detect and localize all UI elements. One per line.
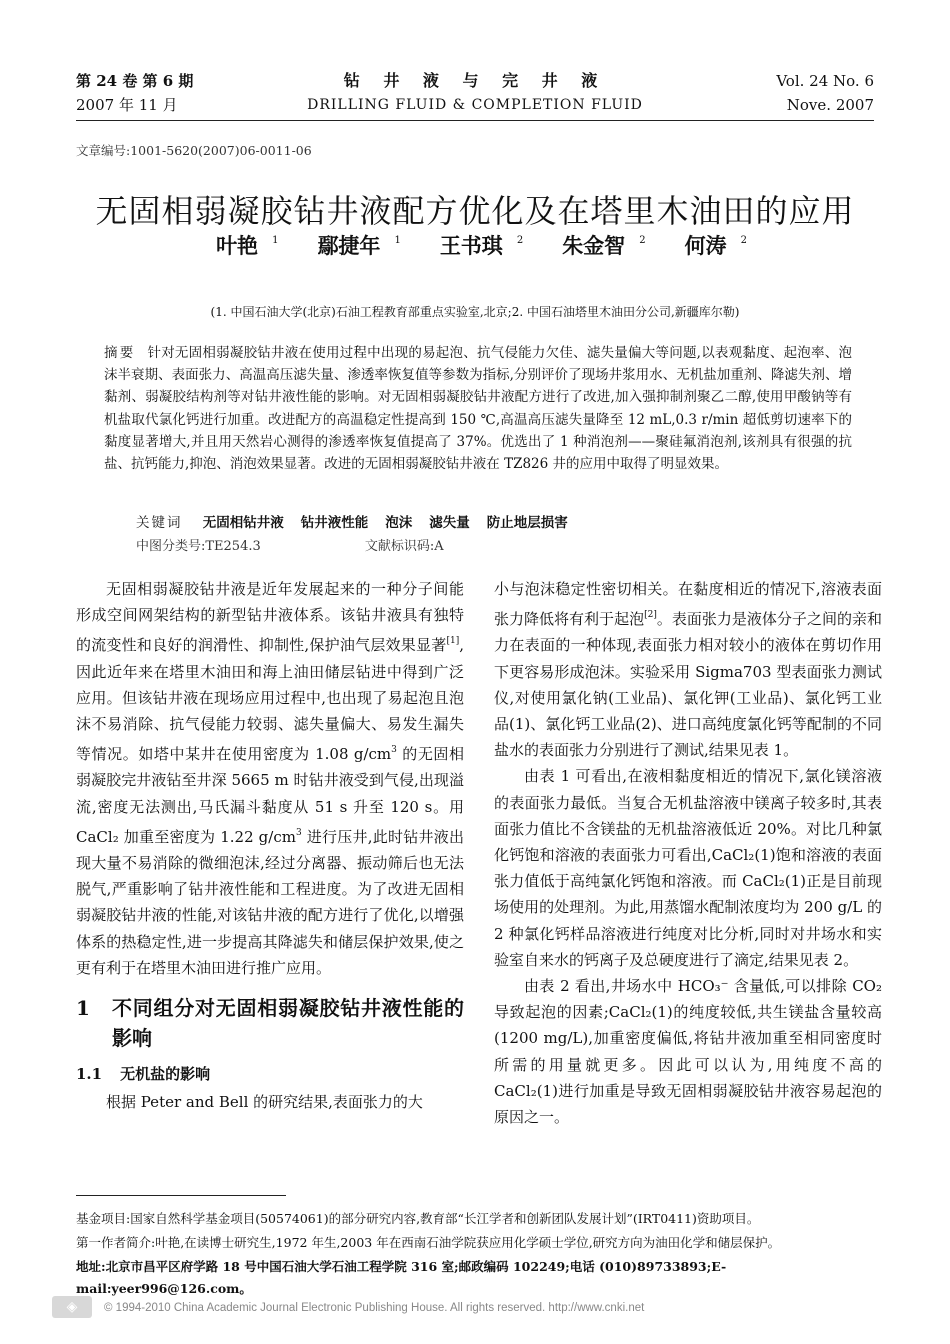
section-heading: 1 不同组分对无固相弱凝胶钻井液性能的影响 — [76, 996, 464, 1051]
header-rule — [76, 120, 874, 121]
footnote-author: 第一作者简介:叶艳,在读博士研究生,1972 年生,2003 年在西南石油学院获应用化学硕士学位,研究方向为油田化学和储层保护。 — [76, 1235, 781, 1250]
paragraph: 由表 2 看出,井场水中 HCO₃⁻ 含量低,可以排除 CO₂ 导致起泡的因素;CaCl₂(1)的纯度较低,共生镁盐含量较高(1200 mg/L),加重密度偏低,将钻井液加重至相同密度时所需的用量就更多。因此可以认为,用纯度不高的 CaCl₂(1)进行加重是导致无固相弱凝胶钻井液容易起泡的原因之一。 — [494, 977, 882, 1127]
journal-title-en: DRILLING FLUID & COMPLETION FLUID — [307, 97, 643, 113]
clc-number: 中图分类号:TE254.3 — [136, 539, 261, 554]
date-cn: 2007 年 11 月 — [76, 96, 178, 114]
subsection-heading: 1.1 无机盐的影响 — [76, 1065, 211, 1084]
paragraph: 无固相弱凝胶钻井液是近年发展起来的一种分子间能形成空间网架结构的新型钻井液体系。该钻井液具有独特的流变性和良好的润滑性、抑制性,保护油气层效果显著[1],因此近年来在塔里木油田和海上油田储层钻进中得到广泛应用。但该钻井液在现场应用过程中,也出现了易起泡且泡沫不易消除、抗气侵能力较弱、滤失量偏大、易发生漏失等情况。如塔中某井在使用密度为 1.08 $g/cm^3$ 的无固相弱凝胶完井液钻至井深 5665 m 时钻井液受到气侵,出现溢流,密度无法测出,马氏漏斗黏度从 51 s 升至 120 s。用 CaCl₂ 加重至密度为 1.22 $g/cm^3$ 进行压井,此时钻井液出现大量不易消除的微细泡沫,经过分离器、振动筛后也无法脱气,严重影响了钻井液性能和工程进度。为了改进无固相弱凝胶钻井液的性能,对该钻井液的配方进行了优化,以增强体系的热稳定性,进一步提高其降滤失和储层保护效果,使之更有利于在塔里木油田进行推广应用。 — [76, 580, 464, 977]
copyright-footer: © 1994-2010 China Academic Journal Electronic Publishing House. All rights reserved. http://www.cnki.net — [104, 1302, 645, 1314]
keyword: 防止地层损害 — [486, 515, 568, 531]
author-affiliation-mark: 1 — [272, 235, 279, 246]
author-affiliation-mark: 1 — [394, 235, 401, 246]
keyword: 无固相钻井液 — [202, 515, 284, 531]
page-title: 无固相弱凝胶钻井液配方优化及在塔里木油田的应用 — [95, 192, 855, 230]
footnote-address: 地址:北京市昌平区府学路 18 号中国石油大学石油工程学院 316 室;邮政编码 102249;电话 (010)89733893;E-mail:yeer996@126.com。 — [76, 1259, 727, 1296]
keyword: 钻井液性能 — [300, 515, 369, 531]
left-column — [76, 576, 464, 1115]
journal-title-cn: 钻 井 液 与 完 井 液 — [343, 71, 607, 90]
footnote-rule — [76, 1195, 286, 1196]
author-name: 王书琪 — [439, 233, 503, 258]
right-column — [494, 576, 882, 1130]
paragraph: 根据 Peter and Bell 的研究结果,表面张力的大 — [106, 1093, 423, 1112]
citation: [1] — [446, 636, 460, 647]
article-number: 文章编号:1001-5620(2007)06-0011-06 — [76, 143, 312, 158]
cnki-logo-icon: ◈ — [52, 1296, 92, 1318]
footnote-fund: 基金项目:国家自然科学基金项目(50574061)的部分研究内容,教育部“长江学者和创新团队发展计划”(IRT0411)资助项目。 — [76, 1211, 760, 1226]
volume-issue-en: Vol. 24 No. 6 — [776, 72, 874, 90]
author-name: 鄢捷年 — [317, 233, 381, 258]
author-affiliation-mark: 2 — [639, 235, 646, 246]
keyword: 滤失量 — [429, 515, 470, 531]
citation: [2] — [644, 610, 657, 621]
author-list — [0, 230, 950, 260]
abstract — [104, 342, 852, 475]
author-affiliation-mark: 2 — [516, 235, 524, 246]
author-affiliation-mark: 2 — [740, 235, 747, 246]
keywords — [136, 512, 585, 534]
author-name: 朱金智 — [562, 233, 626, 258]
affiliation: (1. 中国石油大学(北京)石油工程教育部重点实验室,北京;2. 中国石油塔里木油田分公司,新疆库尔勒) — [210, 305, 740, 319]
volume-issue-cn: 第 24 卷 第 6 期 — [76, 72, 194, 90]
document-code: 文献标识码:A — [364, 539, 444, 554]
author-name: 何涛 — [684, 233, 727, 258]
paragraph: 由表 1 可看出,在液相黏度相近的情况下,氯化镁溶液的表面张力最低。当复合无机盐溶液中镁离子较多时,其表面张力值比不含镁盐的无机盐溶液低近 20%。对比几种氯化钙饱和溶液的表面张力可看出,CaCl₂(1)饱和溶液的表面张力值低于高纯氯化钙饱和溶液。而 CaCl₂(1)正是目前现场使用的处理剂。为此,用蒸馏水配制浓度均为 200 g/L 的 2 种氯化钙样品溶液进行纯度对比分析,同时对井场水和实验室自来水的钙离子及总硬度进行了滴定,结果见表 2。 — [494, 767, 882, 969]
keywords-label: 关键词 — [136, 515, 183, 531]
classification — [136, 536, 444, 558]
paragraph: 小与泡沫稳定性密切相关。在黏度相近的情况下,溶液表面张力降低将有利于起泡[2]。表面张力是液体分子之间的亲和力在表面的一种体现,表面张力相对较小的液体在剪切作用下更容易形成泡沫。实验采用 Sigma703 型表面张力测试仪,对使用氯化钠(工业品)、氯化钾(工业品)、氯化钙工业品(1)、氯化钙工业品(2)、进口高纯度氯化钙等配制的不同盐水的表面张力分别进行了测试,结果见表 1。 — [494, 580, 882, 760]
abstract-text: 针对无固相弱凝胶钻井液在使用过程中出现的易起泡、抗气侵能力欠佳、滤失量偏大等问题,以表观黏度、起泡率、泡沫半衰期、表面张力、高温高压滤失量、渗透率恢复值等参数为指标,分别评价了现场井浆用水、无机盐加重剂、降滤失剂、增黏剂、弱凝胶结构剂等对钻井液性能的影响。对无固相弱凝胶钻井液配方进行了改进,加入强抑制剂聚乙二醇,使用甲酸钠等有机盐取代氯化钙进行加重。改进配方的高温稳定性提高到 150 ℃,高温高压滤失量降至 12 mL,0.3 r/min 超低剪切速率下的黏度显著增大,并且用天然岩心测得的渗透率恢复值提高了 37%。优选出了 1 种消泡剂——聚硅氟消泡剂,该剂具有很强的抗盐、抗钙能力,抑泡、消泡效果显著。改进的无固相弱凝胶钻井液在 TZ826 井的应用中取得了明显效果。 — [104, 345, 853, 473]
keyword: 泡沫 — [385, 515, 413, 531]
abstract-label: 摘要 — [104, 345, 136, 361]
date-en: Nove. 2007 — [786, 96, 874, 114]
author-name: 叶艳 — [216, 233, 259, 258]
